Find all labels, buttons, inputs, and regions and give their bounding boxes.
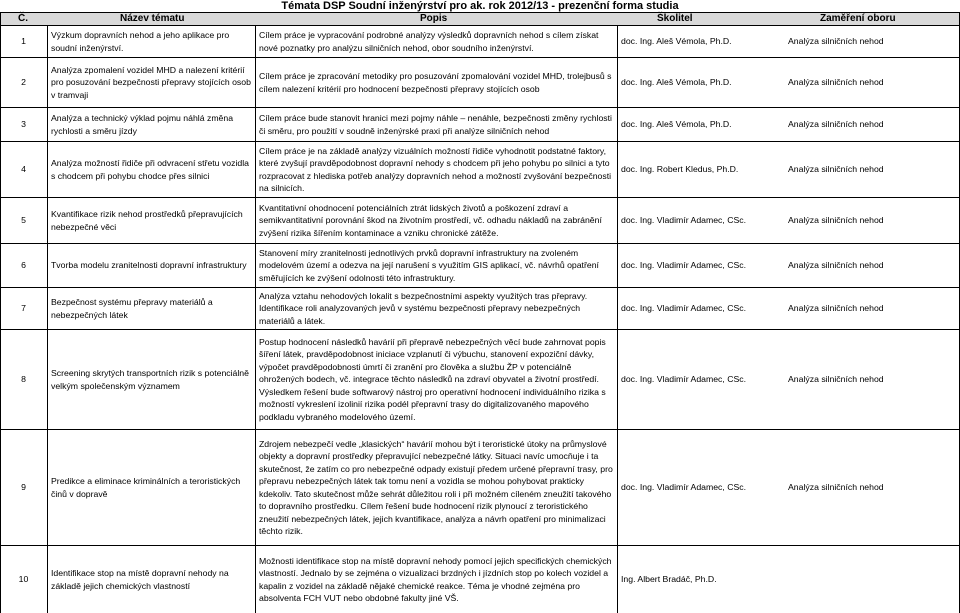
row-description: Kvantitativní ohodnocení potenciálních ztrát lidských životů a poškození zdraví a semikvantitativní porovnání škod na životním prostředí, vč. odhadu nákladů na zabránění zvýšení rizika šířením kontaminace a vzniku chronické zátěže. [259, 202, 602, 238]
table-row [0, 244, 960, 288]
row-field: Analýza silničních nehod [788, 260, 884, 271]
table-header [0, 12, 960, 26]
table-left-border [0, 12, 1, 613]
row-description: Cílem práce je vypracování podrobné analýzy výsledků dopravních nehod s cílem získat nové poznatky pro analýzu silničních nehod, obor soudního inženýrství. [259, 30, 599, 53]
row-number: 9 [21, 482, 26, 493]
row-field: Analýza silničních nehod [788, 374, 884, 385]
row-field: Analýza silničních nehod [788, 36, 884, 47]
row-number: 10 [18, 574, 29, 585]
row-topic: Kvantifikace rizik nehod prostředků přepravujících nebezpečné věci [51, 209, 243, 232]
row-number: 4 [21, 164, 26, 175]
table-row [0, 142, 960, 198]
row-supervisor: Ing. Albert Bradáč, Ph.D. [621, 574, 717, 585]
row-supervisor: doc. Ing. Vladimír Adamec, CSc. [621, 215, 747, 226]
row-supervisor: doc. Ing. Vladimír Adamec, CSc. [621, 260, 747, 271]
row-supervisor: doc. Ing. Robert Kledus, Ph.D. [621, 164, 739, 175]
row-field: Analýza silničních nehod [788, 482, 884, 493]
row-description: Analýza vztahu nehodových lokalit s bezpečnostními aspekty využitých tras přepravy. Identifikace roli analyzovaných jevů v systému bezpečnosti přepravy nebezpečných materiálů a látek. [259, 290, 588, 326]
row-topic: Predikce a eliminace kriminálních a teroristických činů v dopravě [51, 476, 241, 499]
row-supervisor: doc. Ing. Aleš Vémola, Ph.D. [621, 77, 732, 88]
row-topic: Identifikace stop na místě dopravní nehody na základě jejich chemických vlastností [51, 568, 229, 591]
row-topic: Analýza zpomalení vozidel MHD a nalezení kritérií pro posuzování bezpečnosti přepravy stojících osob v tramvaji [51, 64, 251, 100]
row-description: Možnosti identifikace stop na místě dopravní nehody pomocí jejich specifických chemických vlastností. Jednalo by se zejména o vizualizaci brzdných i jízdních stop po kolech vozidel a kapalin z vozidel na základě nějaké chemické reakce. Téma je vhodné zejména pro absolventa FCH VUT nebo obdobné fakulty jiné VŠ. [259, 555, 612, 603]
row-number: 6 [21, 260, 26, 271]
header-topic: Název tématu [120, 13, 185, 24]
row-number: 2 [21, 77, 26, 88]
table-row [0, 108, 960, 142]
row-topic: Analýza a technický výklad pojmu náhlá změna rychlosti a směru jízdy [51, 113, 234, 136]
table-row [0, 288, 960, 330]
row-field: Analýza silničních nehod [788, 215, 884, 226]
row-number: 7 [21, 303, 26, 314]
row-number: 3 [21, 119, 26, 130]
table-row [0, 430, 960, 546]
header-number: Č. [18, 13, 28, 24]
row-field: Analýza silničních nehod [788, 77, 884, 88]
header-supervisor: Školitel [657, 13, 693, 24]
row-topic: Screening skrytých transportních rizik s potenciálně velkým společenským významem [51, 368, 249, 391]
table-row [0, 330, 960, 430]
row-topic: Bezpečnost systému přepravy materiálů a nebezpečných látek [51, 297, 213, 320]
header-description: Popis [420, 13, 448, 24]
row-topic: Analýza možností řidiče při odvracení střetu vozidla s chodcem při pohybu chodce přes silnici [51, 158, 249, 181]
row-supervisor: doc. Ing. Vladimír Adamec, CSc. [621, 482, 747, 493]
row-description: Zdrojem nebezpečí vedle „klasických“ havárií mohou být i teroristické útoky na průmyslové objekty a dopravní prostředky přepravující nebezpečné látky. Situaci navíc umocňuje i ta skutečnost, že zatím co pro nebezpečné odpady existují předem určené přepravní trasy, pro přepravu nebezpečných látek tak tomu není a vozidla se mohou pohybovat prakticky kdekoliv. Tato skutečnost může sehrát důležitou roli i při možném cíleném zneužití takového to dopravního prostředku. Cílem řešení bude hodnocení rizik plynoucí z teroristického zneužití nebezpečných látek, jejich kvantifikace, analýza a návrh opatření pro minimalizaci těchto rizik. [259, 438, 613, 536]
row-description: Cílem práce je zpracování metodiky pro posuzování zpomalování vozidel MHD, trolejbusů s cílem nalezení kritérií pro hodnocení bezpečnosti přepravy stojících osob [259, 71, 612, 94]
row-field: Analýza silničních nehod [788, 119, 884, 130]
row-number: 5 [21, 215, 26, 226]
table-row [0, 546, 960, 613]
table-row [0, 26, 960, 58]
row-number: 8 [21, 374, 26, 385]
row-supervisor: doc. Ing. Vladimír Adamec, CSc. [621, 303, 747, 314]
page-title: Témata DSP Soudní inženýrství pro ak. rok 2012/13 - prezenční forma studia [281, 0, 679, 12]
row-number: 1 [21, 36, 26, 47]
row-supervisor: doc. Ing. Vladimír Adamec, CSc. [621, 374, 747, 385]
row-field: Analýza silničních nehod [788, 303, 884, 314]
row-description: Cílem práce je na základě analýzy vizuálních možností řidiče vyhodnotit podstatné faktory, které zvyšují pravděpodobnost dopravní nehody s chodcem při jeho pohybu po silnici a tyto rozpracovat z hlediska potřeb analýzy dopravních nehod a možností zvyšování bezpečnosti na silnicích. [259, 145, 612, 193]
row-description: Postup hodnocení následků havárií při přepravě nebezpečných věcí bude zahrnovat popis šíření látek, pravděpodobnost iniciace vzplanutí či výbuchu, stanovení expoziční dávky, výpočet pravděpodobnosti úmrtí či zranění pro člověka a službu ŽP v potenciálně ohrožených bodech, vč. integrace těchto následků na zdraví obyvatel a životní prostředí. Výsledkem řešení bude softwarový nástroj pro operativní hodnocení individuálního rizika s možností vykreslení izolinií rizika podél přepravní trasy do digitalizovaného mapového podkladu vybraného modelového území. [259, 336, 606, 422]
header-field: Zaměření oboru [820, 13, 896, 24]
row-description: Stanovení míry zranitelnosti jednotlivých prvků dopravní infrastruktury na zvoleném modelovém území a odezva na její narušení s využitím GIS aplikací, vč. návrhů opatření směřujících ke zvýšení odolnosti této infrastruktury. [259, 247, 599, 283]
table-row [0, 198, 960, 244]
row-field: Analýza silničních nehod [788, 164, 884, 175]
row-topic: Tvorba modelu zranitelnosti dopravní infrastruktury [51, 260, 247, 271]
row-supervisor: doc. Ing. Aleš Vémola, Ph.D. [621, 119, 732, 130]
table-row [0, 58, 960, 108]
row-topic: Výzkum dopravních nehod a jeho aplikace pro soudní inženýrství. [51, 30, 230, 53]
row-supervisor: doc. Ing. Aleš Vémola, Ph.D. [621, 36, 732, 47]
row-description: Cílem práce bude stanovit hranici mezi pojmy náhle – nenáhle, bezpečnosti změny rychlosti či směru, pro použití v soudně inženýrské praxi při analýze silničních nehod [259, 113, 612, 136]
